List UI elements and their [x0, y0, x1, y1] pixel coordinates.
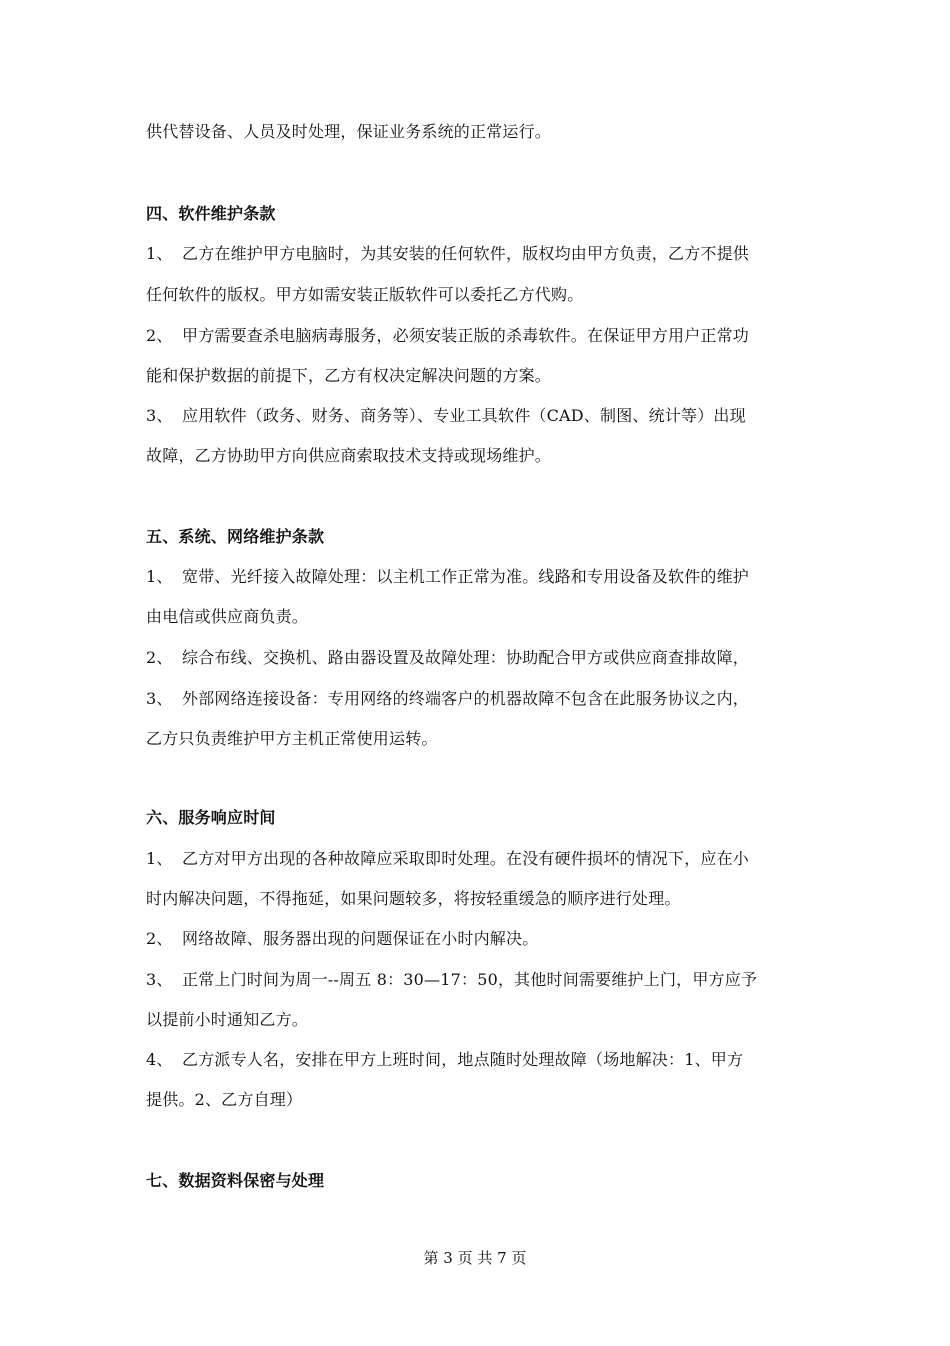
section-6-item-3-line-1 [146, 970, 757, 990]
item-text: 正常上门时间为周一--周五 8：30—17：50，其他时间需要维护上门，甲方应予 [182, 970, 758, 989]
item-number: 2、 [146, 326, 173, 345]
item-text: 外部网络连接设备：专用网络的终端客户的机器故障不包含在此服务协议之内， [182, 689, 750, 708]
item-text: 甲方需要查杀电脑病毒服务，必须安装正版的杀毒软件。在保证甲方用户正常功 [182, 326, 750, 345]
section-6-item-4-line-2: 提供。2、乙方自理） [146, 1090, 303, 1109]
item-number: 2、 [146, 648, 173, 667]
section-4-item-2-line-1 [146, 326, 749, 346]
section-4-item-1-line-1 [146, 244, 749, 264]
section-5-item-3-line-2: 乙方只负责维护甲方主机正常使用运转。 [146, 729, 438, 748]
section-4-heading: 四、软件维护条款 [146, 204, 276, 223]
section-5-heading: 五、系统、网络维护条款 [146, 527, 325, 546]
section-6-item-4-line-1 [146, 1050, 743, 1070]
item-number: 3、 [146, 406, 173, 425]
intro-continuation: 供代替设备、人员及时处理，保证业务系统的正常运行。 [146, 122, 552, 141]
item-number: 3、 [146, 970, 173, 989]
section-6-item-1-line-1 [146, 849, 749, 869]
section-5-item-1-line-1 [146, 567, 749, 587]
item-text: 网络故障、服务器出现的问题保证在小时内解决。 [182, 929, 539, 948]
section-4-item-3-line-2: 故障，乙方协助甲方向供应商索取技术支持或现场维护。 [146, 446, 552, 465]
item-text: 乙方派专人名，安排在甲方上班时间，地点随时处理故障（场地解决：1、甲方 [182, 1050, 744, 1069]
section-5-item-2-line-1 [146, 648, 749, 668]
item-number: 1、 [146, 849, 173, 868]
section-5-item-1-line-2: 由电信或供应商负责。 [146, 607, 309, 626]
section-6-item-1-line-2: 时内解决问题，不得拖延，如果问题较多，将按轻重缓急的顺序进行处理。 [146, 889, 681, 908]
item-text: 乙方对甲方出现的各种故障应采取即时处理。在没有硬件损坏的情况下，应在小 [182, 849, 750, 868]
item-text: 综合布线、交换机、路由器设置及故障处理：协助配合甲方或供应商查排故障， [182, 648, 750, 667]
page-footer: 第 3 页 共 7 页 [423, 1249, 527, 1267]
item-text: 应用软件（政务、财务、商务等）、专业工具软件（CAD、制图、统计等）出现 [182, 406, 746, 425]
item-text: 乙方在维护甲方电脑时，为其安装的任何软件，版权均由甲方负责，乙方不提供 [182, 244, 750, 263]
section-6-item-3-line-2: 以提前小时通知乙方。 [146, 1010, 309, 1029]
item-number: 4、 [146, 1050, 173, 1069]
item-number: 2、 [146, 929, 173, 948]
section-5-item-3-line-1 [146, 689, 749, 709]
section-6-heading: 六、服务响应时间 [146, 808, 276, 827]
section-6-item-2-line-1 [146, 929, 538, 949]
section-4-item-1-line-2: 任何软件的版权。甲方如需安装正版软件可以委托乙方代购。 [146, 285, 584, 304]
item-number: 1、 [146, 567, 173, 586]
item-number: 3、 [146, 689, 173, 708]
section-4-item-2-line-2: 能和保护数据的前提下，乙方有权决定解决问题的方案。 [146, 366, 552, 385]
section-4-item-3-line-1 [146, 406, 746, 426]
item-text: 宽带、光纤接入故障处理：以主机工作正常为准。线路和专用设备及软件的维护 [182, 567, 750, 586]
section-7-heading: 七、数据资料保密与处理 [146, 1171, 325, 1190]
item-number: 1、 [146, 244, 173, 263]
